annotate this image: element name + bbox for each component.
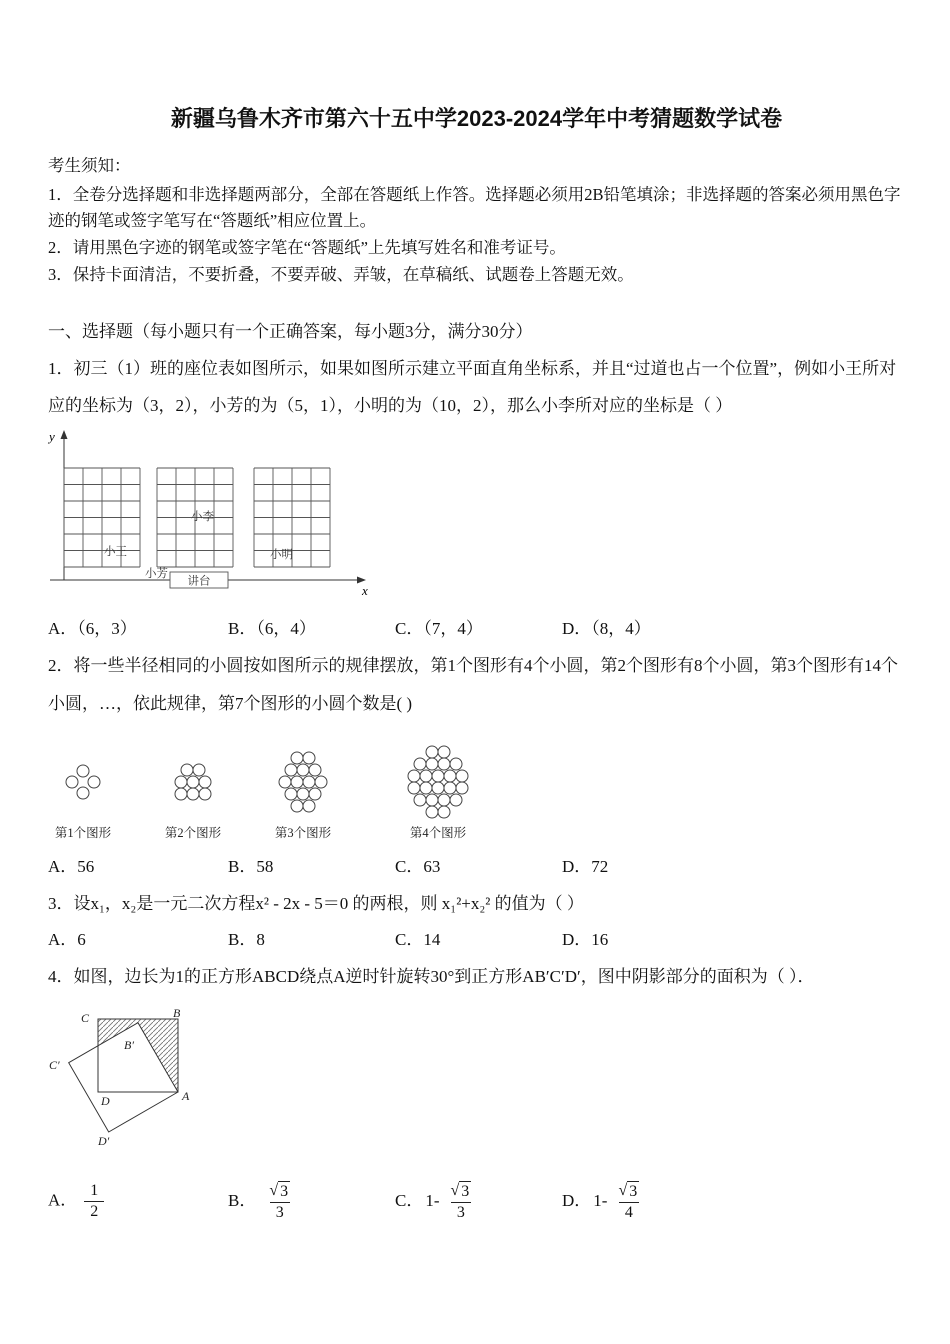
student-label-xiaoli: 小李 [191,511,214,524]
vertex-label-b: B [173,1006,181,1020]
option-label: C． [395,929,424,949]
y-axis-label: y [49,429,55,445]
option-label: D． [562,619,592,639]
q4-option-b [228,1181,395,1223]
question-2-options [48,852,905,877]
vertex-label-c-prime: C′ [49,1057,60,1072]
sqrt-sign: √ [450,1181,460,1199]
pattern-4-circles [408,746,468,818]
sqrt-sign: √ [618,1181,628,1199]
sqrt-sign: √ [269,1181,279,1199]
q3-option-d [562,925,905,950]
student-label-xiaofang: 小芳 [145,568,168,581]
q2-option-c [395,852,562,877]
q1-option-a [48,614,228,639]
option-label: D． [562,929,592,949]
question-2-text: 2．将一些半径相同的小圆按如图所示的规律摆放，第1个图形有4个小圆，第2个图形有8个小圆，第3个图形有14个小圆，…，依此规律，第7个图形的小圆个数是( ) [48,656,898,713]
q3-option-a [48,925,228,950]
fraction-denominator: 3 [270,1202,290,1223]
question-2-figure [48,730,905,850]
question-4-figure [48,1007,905,1157]
radical [451,1181,472,1202]
option-value: 63 [423,857,441,877]
fraction-numerator [445,1181,478,1202]
pattern-2-caption: 第2个图形 [164,826,222,841]
option-label: B． [228,1190,257,1210]
notice-heading: 考生须知： [48,156,131,175]
fraction [445,1181,478,1223]
pattern-3-caption: 第3个图形 [274,826,332,841]
option-prefix: 1- [593,1190,608,1210]
pattern-2-circles [175,764,211,800]
pattern-1-caption: 第1个图形 [54,826,112,841]
option-value: （7，4） [423,619,483,639]
option-label: D． [562,1190,592,1210]
q2-option-d [562,852,905,877]
option-value: 72 [591,857,609,877]
fraction [84,1181,104,1222]
question-1-options [48,614,905,639]
fraction-denominator: 4 [619,1202,639,1223]
section-1-heading: 一、选择题（每小题只有一个正确答案，每小题3分，满分30分） [48,321,533,341]
vertex-label-c: C [81,1010,90,1025]
option-label: A． [48,1190,78,1210]
podium-label: 讲台 [187,575,211,588]
option-label: D． [562,857,592,877]
option-label: B． [228,619,257,639]
vertex-label-b-prime: B′ [124,1037,134,1052]
vertex-label-d: D [101,1093,110,1108]
option-value: 14 [423,929,441,949]
option-value: 16 [591,929,609,949]
q1-option-c [395,614,562,639]
option-value: 58 [256,857,274,877]
pattern-1-circles [66,765,100,799]
fraction [612,1181,645,1223]
page-title: 新疆乌鲁木齐市第六十五中学2023-2024学年中考猜题数学试卷 [170,106,783,131]
notice-item-2: 2．请用黑色字迹的钢笔或签字笔在“答题纸”上先填写姓名和准考证号。 [48,238,566,258]
axes-lines [50,436,360,580]
circle-pattern-figure [48,730,518,845]
shaded-region [98,1019,178,1092]
q4-option-c [395,1181,562,1223]
notice-item-1: 1．全卷分选择题和非选择题两部分，全部在答题纸上作答。选择题必须用2B铅笔填涂；非选择题的答案必须用黑色字迹的钢笔或签字笔写在“答题纸”相应位置上。 [48,184,901,231]
radical [269,1181,290,1202]
option-label: A． [48,619,78,639]
option-value: 6 [77,929,86,949]
q1-option-b [228,614,395,639]
radicand: 3 [280,1182,289,1200]
option-value: 56 [77,857,95,877]
vertex-label-d-prime: D′ [98,1133,110,1148]
q1-option-d [562,614,905,639]
question-3-text: 3．设x₁，x₂是一元二次方程x² - 2x - 5＝0 的两根，则 x₁²+x₂² 的值为（ ） [48,894,584,914]
x-axis-label: x [362,583,368,599]
q3-option-c [395,925,562,950]
fraction-denominator: 2 [84,1201,104,1222]
option-label: C． [395,619,424,639]
option-label: C． [395,857,424,877]
option-label: A． [48,857,78,877]
option-prefix: 1- [425,1190,440,1210]
y-axis-arrow-icon [61,430,68,439]
radicand: 3 [629,1182,638,1200]
q2-option-b [228,852,395,877]
question-1-text: 1．初三（1）班的座位表如图所示，如果如图所示建立平面直角坐标系，并且“过道也占一个位置”，例如小王所对应的坐标为（3，2），小芳的为（5，1），小明的为（10，2），那么小李所对应的坐标是（ ） [48,358,897,415]
seating-chart-figure [42,428,382,603]
option-label: B． [228,929,257,949]
student-label-xiaoming: 小明 [270,549,293,562]
fraction-numerator [612,1181,645,1202]
pattern-4-caption: 第4个图形 [409,826,467,841]
q4-option-a [48,1181,228,1222]
notice-item-3: 3．保持卡面清洁，不要折叠，不要弄破、弄皱，在草稿纸、试题卷上答题无效。 [48,264,634,284]
fraction-numerator: 1 [90,1182,99,1200]
question-4-text: 4．如图，边长为1的正方形ABCD绕点A逆时针旋转30°到正方形AB′C′D′，图中阴影部分的面积为（ ）． [48,966,815,986]
vertex-label-a: A [182,1088,190,1103]
question-4-options [48,1173,905,1231]
student-label-xiaowang: 小王 [104,546,127,559]
option-value: （6，4） [256,619,316,639]
q4-option-d [562,1181,905,1223]
option-label: C． [395,1190,424,1210]
radical [618,1181,639,1202]
fraction-denominator: 3 [451,1202,471,1223]
option-value: （8，4） [591,619,651,639]
option-value: 8 [256,929,265,949]
q3-option-b [228,925,395,950]
option-label: A． [48,929,78,949]
question-1-figure [42,428,905,608]
rotated-square-figure [48,1007,218,1152]
radicand: 3 [461,1182,470,1200]
fraction [263,1181,296,1223]
q2-option-a [48,852,228,877]
pattern-3-circles [279,752,327,812]
option-label: B． [228,857,257,877]
notice-section [48,153,905,289]
question-3-options [48,925,905,950]
seating-grid-left [64,468,140,567]
option-value: （6，3） [77,619,137,639]
fraction-numerator [263,1181,296,1202]
